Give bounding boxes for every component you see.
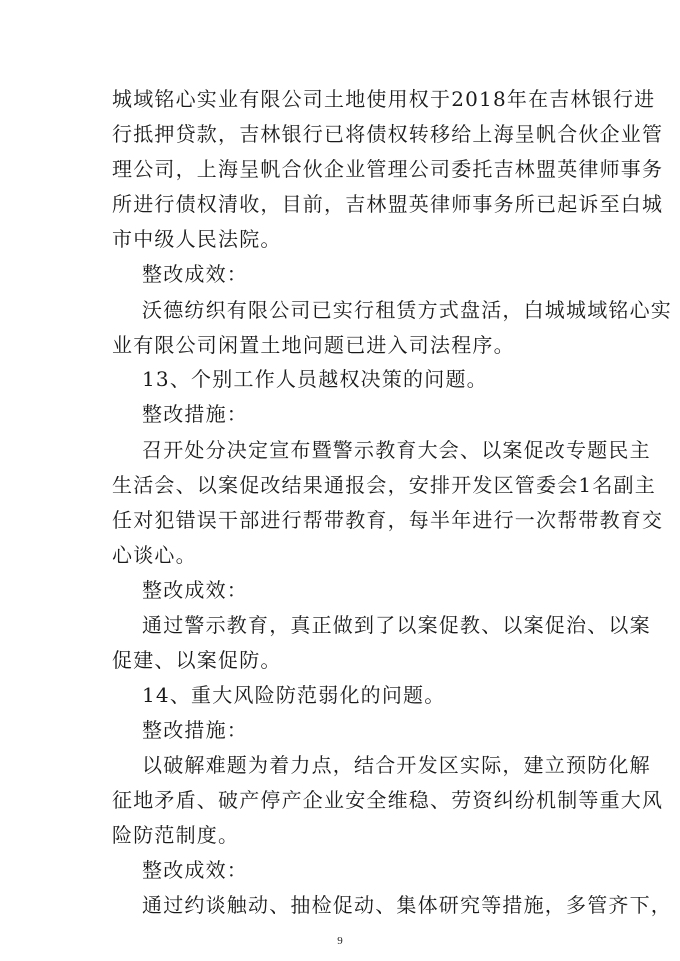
text-line: 通过警示教育，真正做到了以案促教、以案促治、以案: [142, 613, 651, 637]
page-number: 9: [337, 935, 343, 947]
section-heading: 整改成效：: [142, 262, 248, 286]
item-heading: 13、个别工作人员越权决策的问题。: [142, 367, 488, 391]
text-line: 以破解难题为着力点，结合开发区实际，建立预防化解: [142, 753, 651, 777]
section-heading: 整改成效：: [142, 578, 248, 602]
text-line: 通过约谈触动、抽检促动、集体研究等措施，多管齐下，: [142, 893, 672, 917]
text-line: 征地矛盾、破产停产企业安全维稳、劳资纠纷机制等重大风: [112, 788, 664, 812]
text-line: 市中级人民法院。: [112, 227, 282, 251]
section-heading: 整改措施：: [142, 718, 248, 742]
text-line: 所进行债权清收，目前，吉林盟英律师事务所已起诉至白城: [112, 192, 664, 216]
text-line: 生活会、以案促改结果通报会，安排开发区管委会1名副主: [112, 473, 656, 497]
text-line: 沃德纺织有限公司已实行租赁方式盘活，白城城域铭心实: [142, 298, 672, 322]
text-line: 城域铭心实业有限公司土地使用权于2018年在吉林银行进: [112, 87, 656, 111]
text-line: 心谈心。: [112, 543, 197, 567]
text-line: 业有限公司闲置土地问题已进入司法程序。: [112, 333, 515, 357]
text-line: 促建、以案促防。: [112, 648, 282, 672]
text-line: 任对犯错误干部进行帮带教育，每半年进行一次帮带教育交: [112, 508, 664, 532]
section-heading: 整改措施：: [142, 402, 248, 426]
text-line: 召开处分决定宣布暨警示教育大会、以案促改专题民主: [142, 438, 651, 462]
item-heading: 14、重大风险防范弱化的问题。: [142, 683, 446, 707]
text-line: 险防范制度。: [112, 823, 240, 847]
section-heading: 整改成效：: [142, 858, 248, 882]
text-line: 理公司，上海呈帆合伙企业管理公司委托吉林盟英律师事务: [112, 157, 664, 181]
text-line: 行抵押贷款，吉林银行已将债权转移给上海呈帆合伙企业管: [112, 122, 664, 146]
